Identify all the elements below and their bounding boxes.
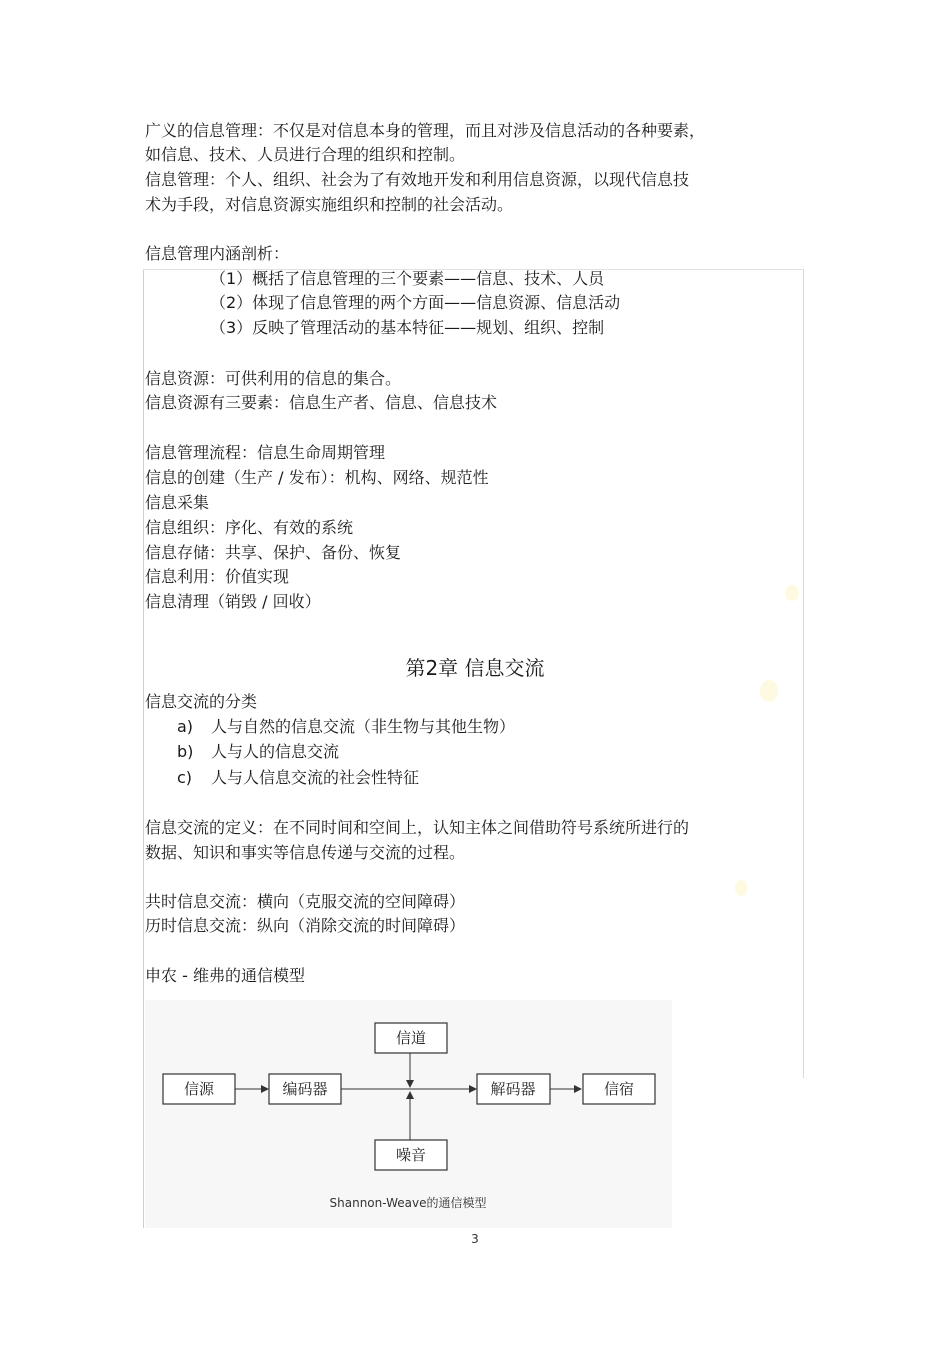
model-heading: 申农 - 维弗的通信模型 (145, 966, 305, 985)
connotation-item: （2）体现了信息管理的两个方面——信息资源、信息活动 (210, 293, 621, 312)
connotation-heading: 信息管理内涵剖析： (145, 244, 290, 263)
paper-spot (760, 680, 778, 702)
box-encoder-label: 编码器 (282, 1080, 328, 1098)
intro-line-4: 术为手段，对信息资源实施组织和控制的社会活动。 (145, 195, 514, 214)
definition-line-1: 信息交流的定义：在不同时间和空间上，认知主体之间借助符号系统所进行的 (145, 818, 690, 837)
box-channel (375, 1023, 447, 1053)
box-destination (583, 1074, 655, 1104)
intro-line-2: 如信息、技术、人员进行合理的组织和控制。 (145, 145, 466, 164)
diagram-caption: Shannon-Weave的通信模型 (329, 1196, 487, 1210)
list-text: 人与人信息交流的社会性特征 (211, 768, 420, 787)
classification-heading: 信息交流的分类 (145, 692, 258, 711)
connotation-item: （1）概括了信息管理的三个要素——信息、技术、人员 (210, 269, 605, 288)
classification-item (177, 766, 419, 790)
process-line: 信息管理流程：信息生命周期管理 (145, 443, 386, 462)
paper-spot (785, 585, 799, 601)
list-text: 人与人的信息交流 (211, 742, 340, 761)
box-channel-label: 信道 (395, 1029, 427, 1047)
list-marker: b) (177, 742, 194, 761)
list-text: 人与自然的信息交流（非生物与其他生物） (211, 717, 516, 736)
classification-item (177, 740, 339, 764)
frame-left-line (143, 270, 144, 1228)
intro-line-3: 信息管理：个人、组织、社会为了有效地开发和利用信息资源，以现代信息技 (145, 170, 690, 189)
box-decoder (477, 1074, 550, 1104)
synchronic-communication: 共时信息交流：横向（克服交流的空间障碍） (145, 892, 466, 911)
classification-item (177, 715, 515, 739)
diachronic-communication: 历时信息交流：纵向（消除交流的时间障碍） (145, 916, 466, 935)
process-line: 信息清理（销毁 / 回收） (145, 592, 321, 611)
process-line: 信息采集 (145, 493, 210, 512)
resources-definition: 信息资源：可供利用的信息的集合。 (145, 369, 402, 388)
definition-line-2: 数据、知识和事实等信息传递与交流的过程。 (145, 843, 466, 862)
process-line: 信息利用：价值实现 (145, 567, 290, 586)
list-marker: a) (177, 717, 194, 736)
box-destination-label: 信宿 (603, 1080, 635, 1098)
box-source (163, 1074, 235, 1104)
box-noise (375, 1140, 447, 1170)
list-marker: c) (177, 768, 193, 787)
page-number: 3 (471, 1232, 479, 1246)
connotation-item: （3）反映了管理活动的基本特征——规划、组织、控制 (210, 318, 605, 337)
process-line: 信息组织：序化、有效的系统 (145, 518, 354, 537)
shannon-weaver-diagram (145, 1000, 672, 1228)
box-noise-label: 噪音 (395, 1146, 427, 1164)
process-line: 信息存储：共享、保护、备份、恢复 (145, 543, 402, 562)
box-encoder (269, 1074, 341, 1104)
box-decoder-label: 解码器 (490, 1080, 536, 1098)
box-source-label: 信源 (183, 1080, 215, 1098)
paper-spot (735, 880, 747, 896)
process-line: 信息的创建（生产 / 发布）：机构、网络、规范性 (145, 468, 489, 487)
intro-line-1: 广义的信息管理：不仅是对信息本身的管理，而且对涉及信息活动的各种要素， (145, 121, 706, 140)
resources-elements: 信息资源有三要素：信息生产者、信息、信息技术 (145, 393, 498, 412)
chapter-title: 第2章 信息交流 (405, 656, 545, 680)
diagram-svg (145, 1000, 672, 1228)
